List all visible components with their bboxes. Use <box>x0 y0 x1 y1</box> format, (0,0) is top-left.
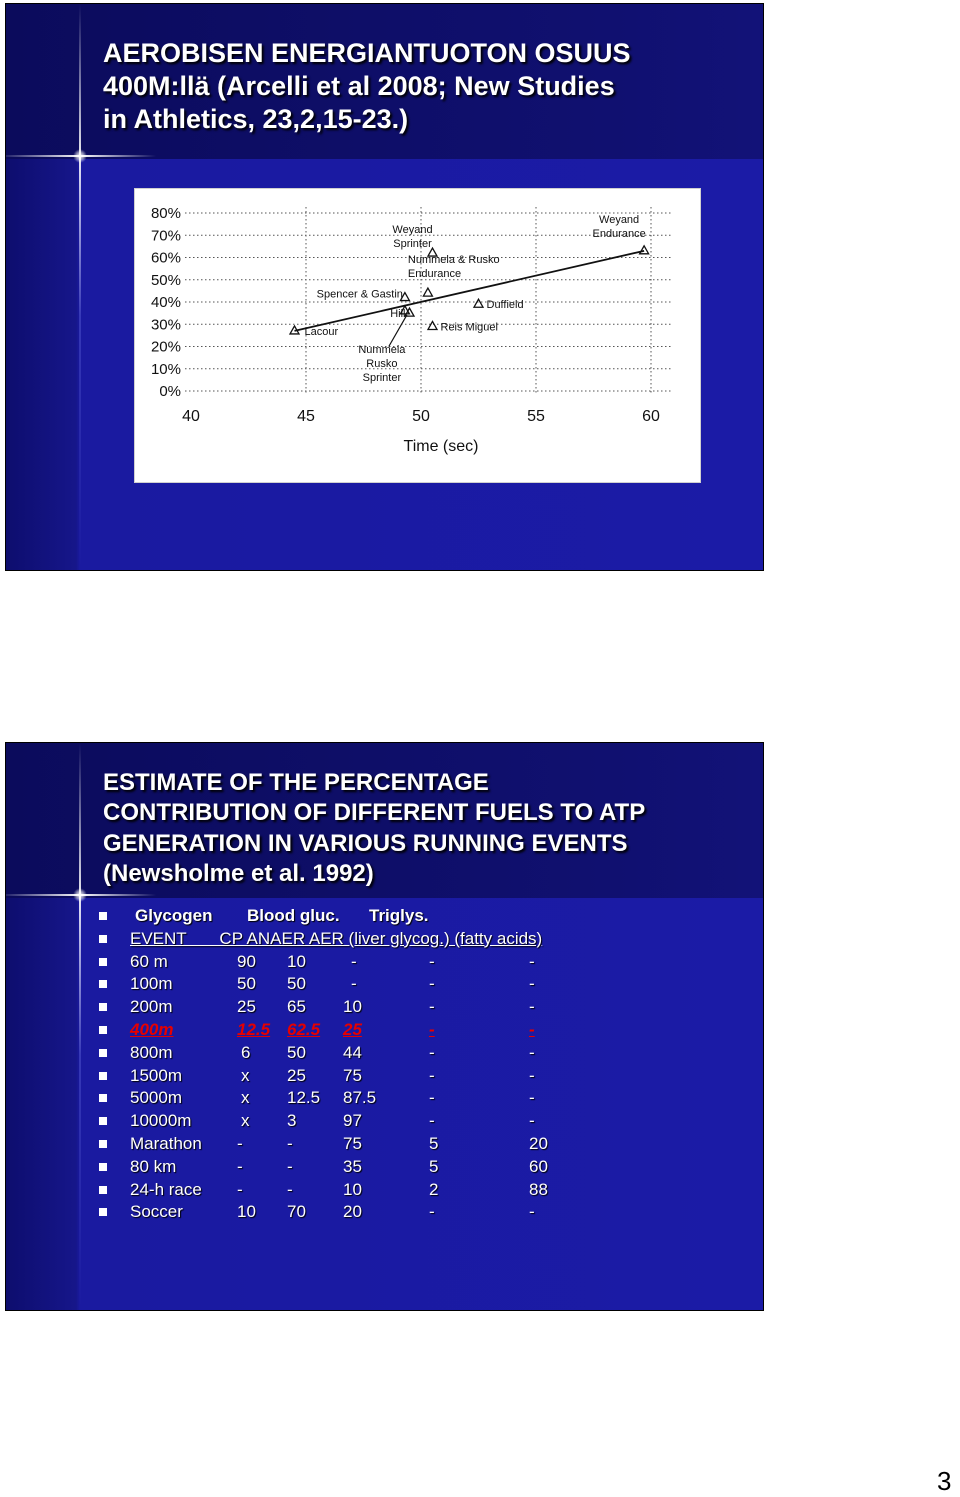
header-blood-gluc: Blood gluc. <box>247 906 340 925</box>
slide-1-title <box>103 37 631 136</box>
title-line: ESTIMATE OF THE PERCENTAGE <box>103 769 489 796</box>
cell-anaer: 70 <box>287 1202 306 1222</box>
cell-cp: - <box>237 1179 243 1199</box>
cell-aer: 87.5 <box>343 1088 377 1108</box>
bullet-square-icon <box>99 912 107 920</box>
bullet-square-icon <box>99 1049 107 1057</box>
bullet-square-icon <box>99 1163 107 1171</box>
cell-liver: - <box>429 1019 435 1039</box>
cell-cp: x <box>241 1088 250 1108</box>
cell-cp: x <box>241 1065 250 1085</box>
data-point <box>428 321 437 329</box>
cell-aer: 75 <box>343 1065 362 1085</box>
chart-image <box>134 188 701 483</box>
data-point <box>640 246 649 254</box>
bullet-square-icon <box>99 1094 107 1102</box>
y-tick-label: 70% <box>150 227 181 245</box>
cell-cp: 12.5 <box>237 1019 271 1039</box>
cell-anaer: 50 <box>287 974 306 994</box>
cell-cp: x <box>241 1111 250 1131</box>
cell-anaer: - <box>287 1133 293 1153</box>
data-point <box>474 299 483 307</box>
cell-liver: 5 <box>429 1156 439 1176</box>
cell-aer: 97 <box>343 1111 362 1131</box>
y-tick-label: 50% <box>150 271 181 289</box>
x-tick-label: 45 <box>297 408 315 425</box>
title-line: GENERATION IN VARIOUS RUNNING EVENTS <box>103 829 628 857</box>
column-header-line: EVENT CP ANAER AER (liver glycog.) (fatty acids) <box>130 928 543 948</box>
bullet-square-icon <box>99 1003 107 1011</box>
title-line: CONTRIBUTION OF DIFFERENT FUELS TO ATP <box>103 799 646 827</box>
cell-event: 100m <box>130 974 173 994</box>
slide-2 <box>5 742 764 1311</box>
cell-fatty: - <box>529 1202 535 1222</box>
cell-liver: - <box>429 1065 435 1085</box>
cell-event: 400m <box>130 1019 174 1039</box>
cell-event: 5000m <box>130 1088 182 1108</box>
data-point-label: Spencer & Gastin <box>316 288 403 301</box>
cell-event: 60 m <box>130 951 168 971</box>
data-point-label: Endurance <box>407 268 462 281</box>
cell-event: 24-h race <box>130 1179 202 1199</box>
cell-fatty: - <box>529 974 535 994</box>
cell-event: 10000m <box>130 1111 192 1131</box>
data-point-label: Weyand <box>599 213 640 226</box>
cell-cp: 6 <box>241 1042 251 1062</box>
cell-cp: 50 <box>237 974 256 994</box>
bullet-square-icon <box>99 1208 107 1216</box>
cell-anaer: 65 <box>287 997 306 1017</box>
cell-cp: 25 <box>237 997 256 1017</box>
cell-anaer: - <box>287 1179 293 1199</box>
bullet-square-icon <box>99 1140 107 1148</box>
cell-event: Marathon <box>130 1133 202 1153</box>
cell-cp: 90 <box>237 951 256 971</box>
bullet-square-icon <box>99 980 107 988</box>
cell-liver: - <box>429 974 435 994</box>
cell-aer: 35 <box>343 1156 362 1176</box>
cell-fatty: - <box>529 951 535 971</box>
cell-event: Soccer <box>130 1202 183 1222</box>
y-tick-label: 30% <box>150 316 181 334</box>
bullet-square-icon <box>99 935 107 943</box>
cell-aer: 10 <box>343 997 362 1017</box>
cell-aer: 10 <box>343 1179 362 1199</box>
y-tick-label: 80% <box>150 205 181 222</box>
cell-fatty: - <box>529 1042 535 1062</box>
cell-liver: - <box>429 997 435 1017</box>
bullet-square-icon <box>99 1186 107 1194</box>
x-tick-label: 55 <box>527 408 545 425</box>
data-point-label: Lacour <box>304 325 339 338</box>
cell-anaer: - <box>287 1156 293 1176</box>
title-line: AEROBISEN ENERGIANTUOTON OSUUS <box>103 38 631 68</box>
data-point-label: Rusko <box>366 358 398 371</box>
decorative-vertical-line <box>79 743 81 1310</box>
cell-anaer: 50 <box>287 1042 306 1062</box>
cell-liver: - <box>429 951 435 971</box>
cell-fatty: - <box>529 1019 535 1039</box>
cell-cp: - <box>237 1156 243 1176</box>
cell-aer: 20 <box>343 1202 362 1222</box>
cell-liver: - <box>429 1202 435 1222</box>
cell-aer: - <box>351 951 357 971</box>
cell-event: 800m <box>130 1042 173 1062</box>
cell-cp: 10 <box>237 1202 256 1222</box>
bullet-square-icon <box>99 1026 107 1034</box>
cell-anaer: 25 <box>287 1065 306 1085</box>
bullet-square-icon <box>99 1072 107 1080</box>
cell-liver: 5 <box>429 1133 439 1153</box>
data-point-label: Reis Miguel <box>440 321 498 334</box>
data-point-label: Endurance <box>592 227 646 240</box>
decorative-vertical-line <box>79 4 81 570</box>
header-triglys: Triglys. <box>369 906 429 925</box>
cell-fatty: - <box>529 1088 535 1108</box>
slide-2-title <box>103 768 645 890</box>
x-tick-label: 60 <box>642 408 660 425</box>
title-line: (Newsholme et al. 1992) <box>103 860 374 888</box>
cell-aer: 44 <box>343 1042 362 1062</box>
data-point-label: Hill <box>390 308 406 321</box>
x-tick-label: 40 <box>182 408 200 425</box>
y-tick-label: 20% <box>150 338 181 356</box>
cell-liver: - <box>429 1111 435 1131</box>
cell-event: 80 km <box>130 1156 177 1176</box>
cell-event: 1500m <box>130 1065 182 1085</box>
cell-fatty: - <box>529 997 535 1017</box>
x-tick-label: 50 <box>412 408 430 425</box>
cell-fatty: 60 <box>529 1156 548 1176</box>
bullet-square-icon <box>99 1117 107 1125</box>
cell-fatty: 88 <box>529 1179 548 1199</box>
cell-aer: 75 <box>343 1133 362 1153</box>
data-point-label: Weyand <box>392 224 433 237</box>
cell-fatty: - <box>529 1111 535 1131</box>
data-point-label: Sprinter <box>362 372 402 385</box>
cell-event: 200m <box>130 997 173 1017</box>
title-line: in Athletics, 23,2,15-23.) <box>103 103 409 134</box>
cell-cp: - <box>237 1133 243 1153</box>
decorative-star <box>73 149 87 163</box>
page-number: 3 <box>937 1466 952 1496</box>
cell-anaer: 3 <box>287 1111 297 1131</box>
data-point-label: Sprinter <box>393 238 432 251</box>
cell-liver: 2 <box>429 1179 439 1199</box>
aerobic-share-chart <box>135 189 700 482</box>
cell-fatty: - <box>529 1065 535 1085</box>
decorative-star <box>73 888 87 902</box>
x-axis-label: Time (sec) <box>403 438 479 455</box>
data-point-label: Duffield <box>486 299 524 312</box>
cell-anaer: 62.5 <box>287 1019 321 1039</box>
data-point <box>423 288 432 296</box>
y-tick-label: 60% <box>150 249 181 267</box>
cell-aer: 25 <box>343 1019 362 1039</box>
cell-liver: - <box>429 1042 435 1062</box>
data-point-label: Nummela & Rusko <box>407 254 500 267</box>
cell-liver: - <box>429 1088 435 1108</box>
y-tick-label: 0% <box>159 383 181 400</box>
data-point-label: Nummela <box>358 344 406 357</box>
cell-anaer: 12.5 <box>287 1088 321 1108</box>
y-tick-label: 40% <box>150 294 181 311</box>
title-line: 400M:llä (Arcelli et al 2008; New Studies <box>103 70 615 101</box>
y-tick-label: 10% <box>150 360 181 378</box>
header-glycogen: Glycogen <box>135 906 213 925</box>
cell-fatty: 20 <box>529 1133 548 1153</box>
bullet-square-icon <box>99 958 107 966</box>
cell-aer: - <box>351 974 357 994</box>
cell-anaer: 10 <box>287 951 306 971</box>
